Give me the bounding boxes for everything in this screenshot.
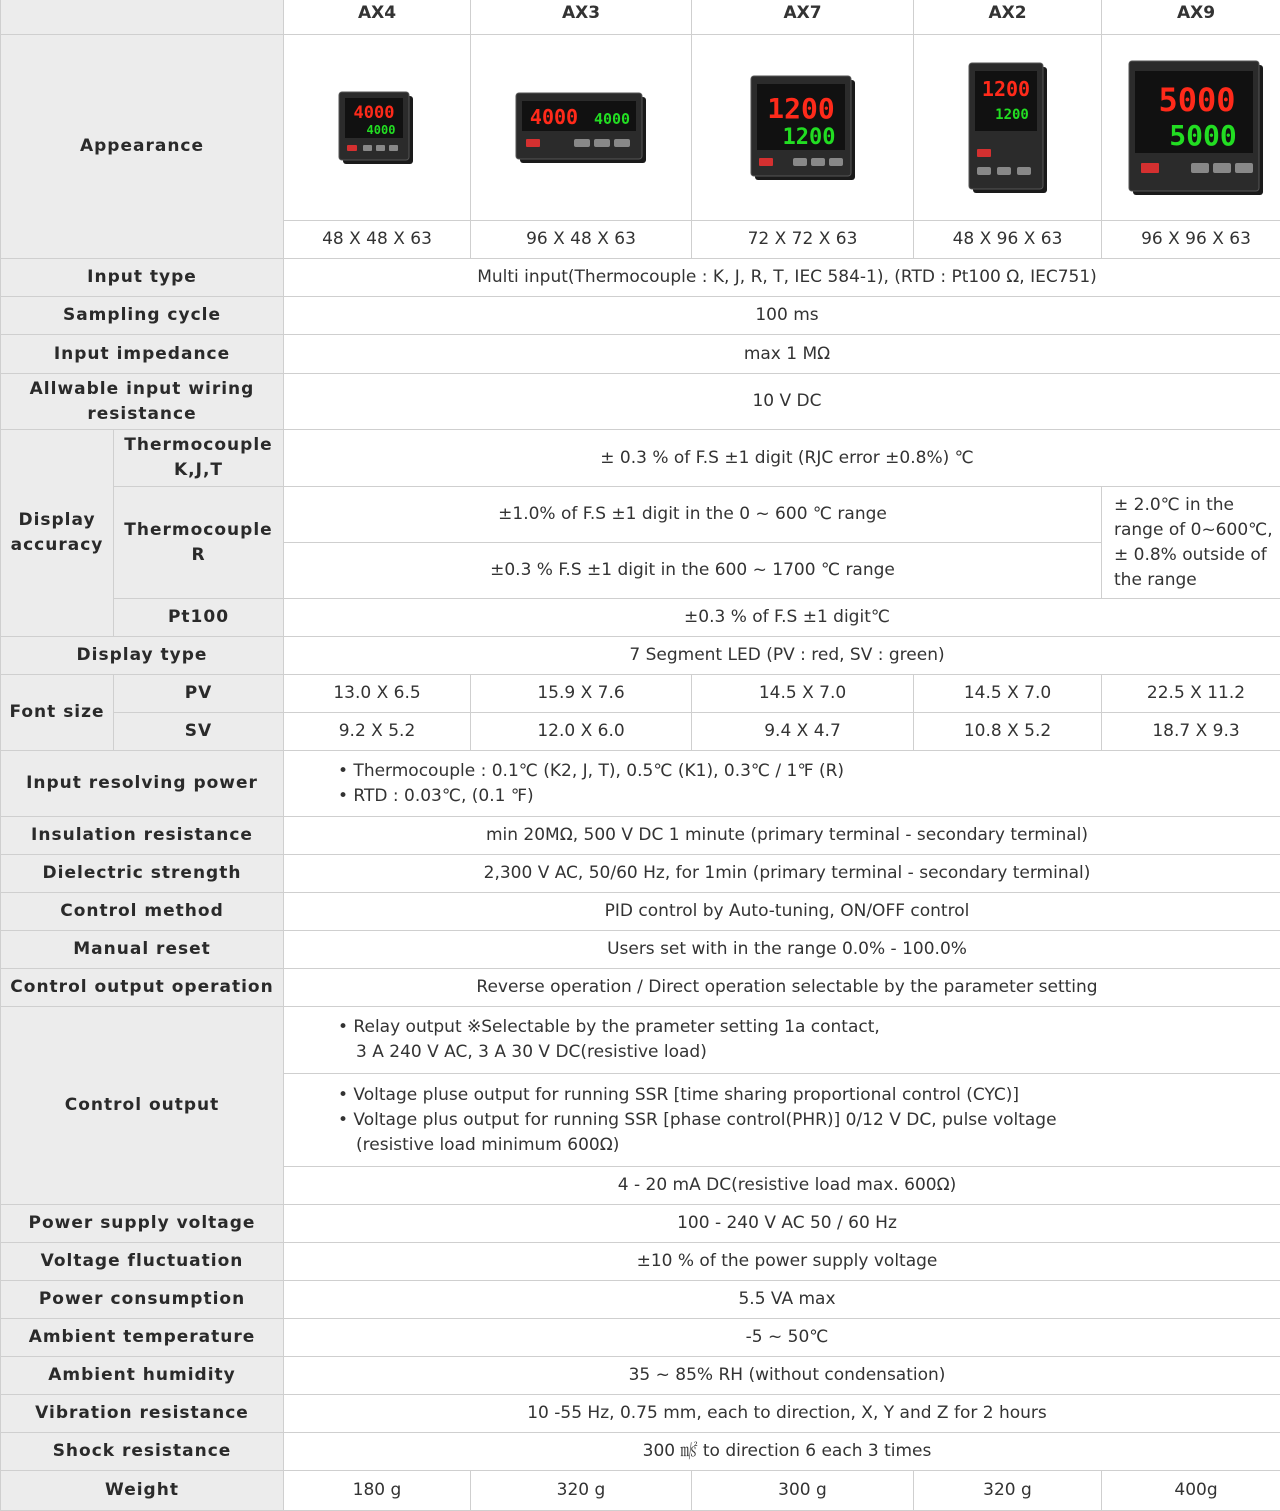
thermocouple-kjt-value: ± 0.3 % of F.S ±1 digit (RJC error ±0.8%) ℃ [284,430,1280,487]
model-name: AX7 [692,0,914,35]
dimension-cell: 72 X 72 X 63 [692,221,914,259]
sampling-cycle-row [1,297,1280,335]
font-size-sv-cell: 18.7 X 9.3 [1102,713,1280,751]
display-accuracy-label: Display accuracy [1,430,114,637]
ambient-temperature-label: Ambient temperature [1,1319,284,1357]
weight-cell: 400g [1102,1471,1280,1511]
controller-device-icon [1127,59,1265,197]
shock-resistance-label: Shock resistance [1,1433,284,1471]
accuracy-kjt-row [1,430,1280,487]
control-output-line: • Relay output ※Selectable by the prameter setting 1a contact, [338,1015,1280,1040]
font-size-sv-cell: 9.2 X 5.2 [284,713,471,751]
sv-display: 1200 [782,125,835,150]
display-type-label: Display type [1,637,284,675]
vibration-resistance-value: 10 -55 Hz, 0.75 mm, each to direction, X, Y and Z for 2 hours [284,1395,1280,1433]
device-image-ax9 [1102,35,1280,221]
controller-device-icon [749,74,857,182]
dielectric-strength-label: Dielectric strength [1,855,284,893]
font-size-sv-cell: 12.0 X 6.0 [471,713,692,751]
pt100-value: ±0.3 % of F.S ±1 digit℃ [284,599,1280,637]
pv-display: 1200 [767,92,834,125]
sv-display: 4000 [594,110,630,128]
manual-reset-label: Manual reset [1,931,284,969]
ambient-humidity-value: 35 ~ 85% RH (without condensation) [284,1357,1280,1395]
weight-label: Weight [1,1471,284,1511]
font-size-label: Font size [1,675,114,751]
pt100-label: Pt100 [114,599,284,637]
weight-cell: 180 g [284,1471,471,1511]
wiring-resistance-label: Allwable input wiring resistance [1,374,284,430]
font-size-pv-row [1,675,1280,713]
ambient-temperature-value: -5 ~ 50℃ [284,1319,1280,1357]
control-output-line: 3 A 240 V AC, 3 A 30 V DC(resistive load) [338,1040,1280,1065]
shock-resistance-value: 300 ㎨ to direction 6 each 3 times [284,1433,1280,1471]
display-type-value: 7 Segment LED (PV : red, SV : green) [284,637,1280,675]
voltage-fluctuation-row [1,1243,1280,1281]
accuracy-pt100-row [1,599,1280,637]
dimension-cell: 48 X 96 X 63 [914,221,1102,259]
control-output-line: (resistive load minimum 600Ω) [338,1133,1280,1158]
device-image-ax7 [692,35,914,221]
font-size-sv-cell: 10.8 X 5.2 [914,713,1102,751]
dielectric-strength-row [1,855,1280,893]
font-size-pv-cell: 14.5 X 7.0 [914,675,1102,713]
accuracy-r-row-1 [1,487,1280,543]
pv-display: 1200 [981,77,1029,101]
weight-row [1,1471,1280,1511]
control-output-label: Control output [1,1007,284,1205]
thermocouple-r-value-2: ±0.3 % F.S ±1 digit in the 600 ~ 1700 ℃ range [284,543,1102,599]
weight-cell: 320 g [471,1471,692,1511]
ambient-humidity-label: Ambient humidity [1,1357,284,1395]
input-impedance-label: Input impedance [1,335,284,374]
dimension-cell: 96 X 48 X 63 [471,221,692,259]
control-output-line: • Voltage pluse output for running SSR [time sharing proportional control (CYC)] [338,1083,1280,1108]
controller-device-icon [967,61,1049,195]
controller-device-icon [337,90,417,166]
input-resolving-power-label: Input resolving power [1,751,284,817]
header-corner [1,0,284,35]
manual-reset-value: Users set with in the range 0.0% - 100.0% [284,931,1280,969]
sv-display: 5000 [1169,119,1236,152]
model-name: AX3 [471,0,692,35]
device-image-ax4 [284,35,471,221]
insulation-resistance-label: Insulation resistance [1,817,284,855]
weight-cell: 320 g [914,1471,1102,1511]
model-name: AX4 [284,0,471,35]
weight-cell: 300 g [692,1471,914,1511]
input-impedance-row [1,335,1280,374]
control-output-operation-label: Control output operation [1,969,284,1007]
power-supply-voltage-label: Power supply voltage [1,1205,284,1243]
font-size-pv-cell: 15.9 X 7.6 [471,675,692,713]
sv-display: 1200 [995,107,1029,123]
thermocouple-r-value-1: ±1.0% of F.S ±1 digit in the 0 ~ 600 ℃ range [284,487,1102,543]
power-supply-voltage-row [1,1205,1280,1243]
sv-display: 4000 [367,123,396,137]
font-size-pv-label: PV [114,675,284,713]
control-output-line: • Voltage plus output for running SSR [phase control(PHR)] 0/12 V DC, pulse voltage [338,1108,1280,1133]
appearance-label: Appearance [1,35,284,259]
appearance-row [1,35,1280,221]
control-output-operation-row [1,969,1280,1007]
device-image-ax3 [471,35,692,221]
wiring-resistance-row [1,374,1280,430]
font-size-sv-label: SV [114,713,284,751]
thermocouple-kjt-label: Thermocouple K,J,T [114,430,284,487]
power-consumption-value: 5.5 VA max [284,1281,1280,1319]
control-method-row [1,893,1280,931]
controller-device-icon [514,91,648,165]
font-size-sv-cell: 9.4 X 4.7 [692,713,914,751]
voltage-fluctuation-value: ±10 % of the power supply voltage [284,1243,1280,1281]
font-size-sv-row [1,713,1280,751]
manual-reset-row [1,931,1280,969]
ambient-humidity-row [1,1357,1280,1395]
input-resolving-power-line: • RTD : 0.03℃, (0.1 ℉) [338,784,1280,809]
insulation-resistance-value: min 20MΩ, 500 V DC 1 minute (primary terminal - secondary terminal) [284,817,1280,855]
model-header-row [1,0,1280,35]
device-image-ax2 [914,35,1102,221]
control-output-relay-row [1,1007,1280,1074]
input-type-label: Input type [1,259,284,297]
shock-resistance-row [1,1433,1280,1471]
dimension-cell: 48 X 48 X 63 [284,221,471,259]
sampling-cycle-value: 100 ms [284,297,1280,335]
control-method-value: PID control by Auto-tuning, ON/OFF control [284,893,1280,931]
power-supply-voltage-value: 100 - 240 V AC 50 / 60 Hz [284,1205,1280,1243]
dielectric-strength-value: 2,300 V AC, 50/60 Hz, for 1min (primary terminal - secondary terminal) [284,855,1280,893]
input-type-row [1,259,1280,297]
pv-display: 4000 [530,105,578,129]
model-name: AX2 [914,0,1102,35]
font-size-pv-cell: 22.5 X 11.2 [1102,675,1280,713]
vibration-resistance-row [1,1395,1280,1433]
sampling-cycle-label: Sampling cycle [1,297,284,335]
control-output-operation-value: Reverse operation / Direct operation selectable by the parameter setting [284,969,1280,1007]
control-method-label: Control method [1,893,284,931]
pv-display: 4000 [354,103,395,123]
display-type-row [1,637,1280,675]
input-resolving-power-line: • Thermocouple : 0.1℃ (K2, J, T), 0.5℃ (K1), 0.3℃ / 1℉ (R) [338,759,1280,784]
pv-display: 5000 [1158,81,1235,119]
voltage-fluctuation-label: Voltage fluctuation [1,1243,284,1281]
control-output-current-value: 4 - 20 mA DC(resistive load max. 600Ω) [284,1167,1280,1205]
thermocouple-r-ax9-value: ± 2.0℃ in the range of 0~600℃, ± 0.8% outside of the range [1114,493,1280,593]
power-consumption-row [1,1281,1280,1319]
input-impedance-value: max 1 MΩ [284,335,1280,374]
insulation-resistance-row [1,817,1280,855]
input-type-value: Multi input(Thermocouple : K, J, R, T, IEC 584-1), (RTD : Pt100 Ω, IEC751) [284,259,1280,297]
power-consumption-label: Power consumption [1,1281,284,1319]
dimension-cell: 96 X 96 X 63 [1102,221,1280,259]
font-size-pv-cell: 13.0 X 6.5 [284,675,471,713]
model-name: AX9 [1102,0,1280,35]
input-resolving-power-row [1,751,1280,817]
wiring-resistance-value: 10 V DC [284,374,1280,430]
vibration-resistance-label: Vibration resistance [1,1395,284,1433]
thermocouple-r-label: Thermocouple R [114,487,284,599]
ambient-temperature-row [1,1319,1280,1357]
font-size-pv-cell: 14.5 X 7.0 [692,675,914,713]
